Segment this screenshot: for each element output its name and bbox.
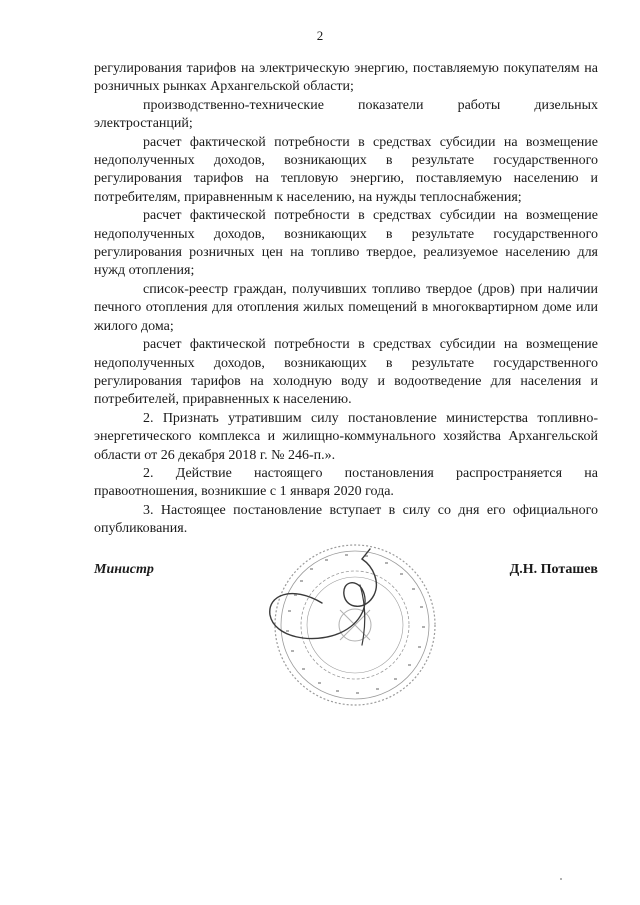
handwritten-signature-icon — [262, 545, 392, 655]
document-body — [94, 60, 598, 539]
scan-artifact — [560, 878, 562, 880]
paragraph: расчет фактической потребности в средствах субсидии на возмещение недополученных доходов, возникающих в результате государственного регулирования розничных цен на топливо твердое, реализуемое населению для нужд отопления; — [94, 208, 598, 279]
paragraph: расчет фактической потребности в средствах субсидии на возмещение недополученных доходов, возникающих в результате государственного регулирования тарифов на холодную воду и водоотведение для населения и потребителей, приравненных к населению. — [94, 337, 598, 408]
paragraph: 2. Действие настоящего постановления распространяется на правоотношения, возникшие с 1 января 2020 года. — [94, 465, 598, 500]
paragraph: расчет фактической потребности в средствах субсидии на возмещение недополученных доходов, возникающих в результате государственного регулирования тарифов на тепловую энергию, поставляемую населению и потребителям, приравненным к населению, на нужды теплоснабжения; — [94, 134, 598, 205]
paragraph: производственно-технические показатели работы дизельных электростанций; — [94, 97, 598, 132]
page-number: 2 — [316, 28, 324, 43]
paragraph: список-реестр граждан, получивших топливо твердое (дров) при наличии печного отопления для отопления жилых помещений в многоквартирном доме или жилого дома; — [94, 281, 598, 334]
paragraph: 2. Признать утратившим силу постановление министерства топливно-энергетического комплекса и жилищно-коммунального хозяйства Архангельской области от 26 декабря 2018 г. № 246-п.». — [94, 410, 598, 463]
signatory-position: Министр — [94, 562, 154, 577]
paragraph: 3. Настоящее постановление вступает в силу со дня его официального опубликования. — [94, 502, 598, 537]
paragraph: регулирования тарифов на электрическую энергию, поставляемую покупателям на розничных рынках Архангельской области; — [94, 61, 598, 95]
signatory-name: Д.Н. Поташев — [509, 562, 598, 577]
